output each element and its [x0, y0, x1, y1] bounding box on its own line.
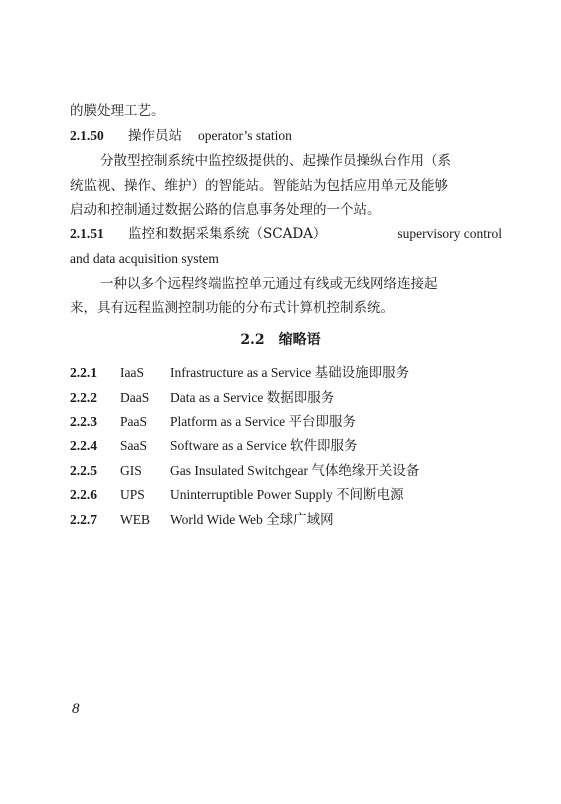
abbreviation-number: 2.2.6	[70, 487, 97, 502]
abbreviation-row	[70, 510, 502, 530]
abbreviation-row	[70, 436, 502, 456]
definition-line: 一种以多个远程终端监控单元通过有线或无线网络连接起	[100, 276, 438, 292]
abbreviation-number: 2.2.1	[70, 365, 97, 380]
term-english: supervisory control	[397, 226, 502, 241]
section-title: 缩略语	[278, 332, 321, 348]
abbreviation: IaaS	[120, 365, 144, 380]
abbreviation: SaaS	[120, 438, 147, 453]
abbreviation-meaning: Software as a Service 软件即服务	[170, 438, 358, 453]
term-english-continued: and data acquisition system	[70, 251, 219, 266]
abbreviation-meaning: World Wide Web 全球广域网	[170, 512, 334, 527]
abbreviation: GIS	[120, 463, 142, 478]
abbreviation-meaning: Infrastructure as a Service 基础设施即服务	[170, 365, 410, 380]
abbreviation-number: 2.2.3	[70, 414, 97, 429]
term-entry-2-1-51	[70, 224, 502, 244]
page-number: 8	[72, 701, 80, 717]
term-entry-2-1-50	[70, 126, 502, 146]
term-english: operator’s station	[198, 128, 292, 143]
abbreviation: PaaS	[120, 414, 147, 429]
previous-paragraph-ending: 的膜处理工艺。	[70, 103, 165, 119]
definition-line: 分散型控制系统中监控级提供的、起操作员操纵台作用（系	[100, 153, 451, 169]
definition-line: 启动和控制通过数据公路的信息事务处理的一个站。	[70, 202, 381, 218]
abbreviation-meaning: Gas Insulated Switchgear 气体绝缘开关设备	[170, 463, 420, 478]
abbreviation-row	[70, 485, 502, 505]
definition-line: 统监视、操作、维护）的智能站。智能站为包括应用单元及能够	[70, 178, 448, 194]
abbreviation-row	[70, 388, 502, 408]
abbreviation-meaning: Data as a Service 数据即服务	[170, 390, 335, 405]
abbreviation-number: 2.2.7	[70, 512, 97, 527]
abbreviation: UPS	[120, 487, 145, 502]
abbreviation: DaaS	[120, 390, 150, 405]
section-heading	[0, 330, 561, 350]
abbreviation-row	[70, 363, 502, 383]
abbreviation-number: 2.2.2	[70, 390, 97, 405]
abbreviation-meaning: Platform as a Service 平台即服务	[170, 414, 356, 429]
abbreviation-row	[70, 412, 502, 432]
abbreviation-number: 2.2.4	[70, 438, 97, 453]
term-chinese: 监控和数据采集系统（SCADA）	[128, 226, 327, 242]
abbreviation-meaning: Uninterruptible Power Supply 不间断电源	[170, 487, 404, 502]
section-number: 2.2	[240, 332, 265, 348]
abbreviation-row	[70, 461, 502, 481]
term-number: 2.1.51	[70, 226, 104, 241]
term-chinese: 操作员站	[128, 128, 182, 144]
abbreviation: WEB	[120, 512, 150, 527]
term-number: 2.1.50	[70, 128, 104, 143]
definition-line: 来，具有远程监测控制功能的分布式计算机控制系统。	[70, 300, 394, 316]
abbreviation-number: 2.2.5	[70, 463, 97, 478]
